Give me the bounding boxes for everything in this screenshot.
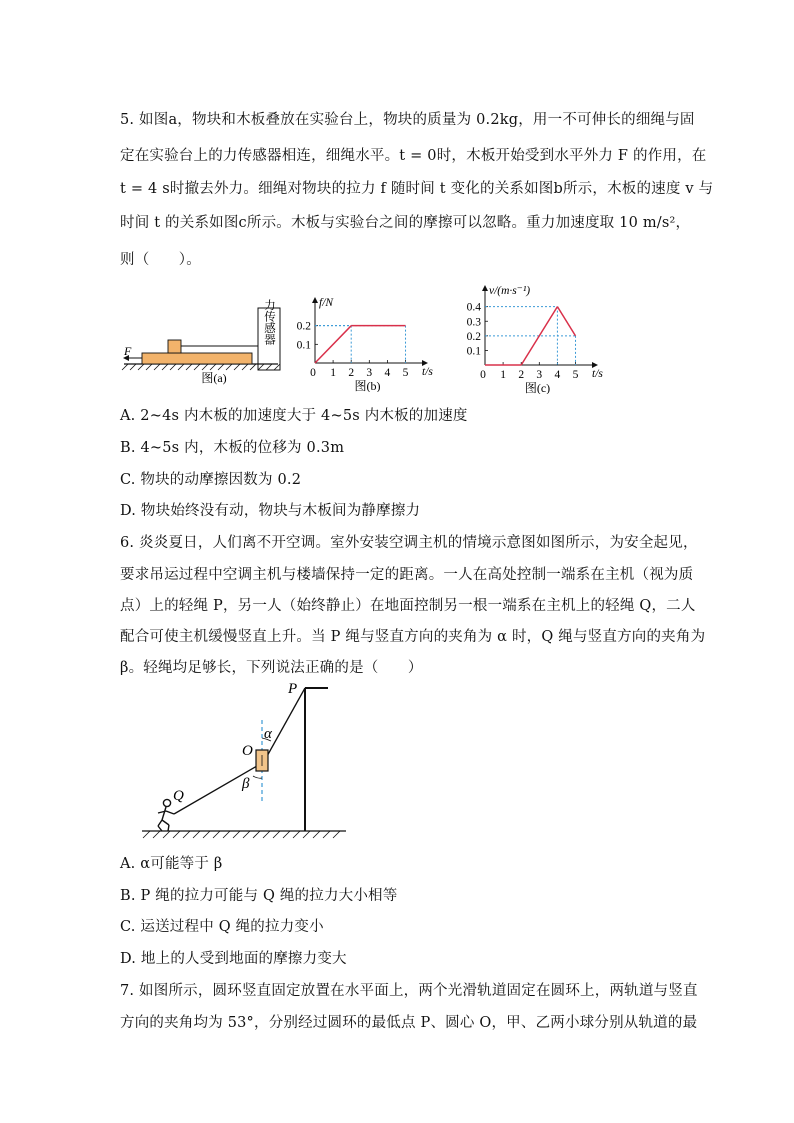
- q5-line-3: t = 4 s时撤去外力。细绳对物块的拉力 f 随时间 t 变化的关系如图b所示，木板的速度 v 与: [120, 181, 714, 197]
- x-tick-label: 1: [500, 369, 506, 381]
- angle-arc-beta: [253, 776, 262, 778]
- x-tick-label: 1: [330, 367, 336, 379]
- q5-line-5: 则（ ）。: [120, 252, 201, 268]
- q7-line-1: 7. 如图所示，圆环竖直固定放置在水平面上，两个光滑轨道固定在圆环上，两轨道与竖直: [120, 983, 698, 999]
- x-tick-label: 3: [536, 369, 543, 381]
- q5-line-2: 定在实验台上的力传感器相连，细绳水平。t = 0时，木板开始受到水平外力 F 的作用，在: [120, 148, 707, 164]
- q6-line-1: 6. 炎炎夏日，人们离不开空调。室外安装空调主机的情境示意图如图所示，为安全起见，: [120, 535, 698, 551]
- chart-caption: 图(c): [524, 381, 551, 394]
- figure-a: [118, 298, 288, 390]
- ground-hatch: [122, 364, 280, 370]
- x-tick-label: 5: [402, 367, 409, 379]
- series-segment: [557, 307, 575, 336]
- y-tick-label: 0.2: [466, 330, 481, 343]
- figure-b-chart: [288, 280, 438, 392]
- q6-option-a: A. α可能等于 β: [120, 856, 223, 872]
- y-axis-arrow: [312, 297, 318, 303]
- y-tick-label: 0.1: [296, 339, 311, 352]
- series-segment: [315, 326, 351, 363]
- q7-line-2: 方向的夹角均为 53°，分别经过圆环的最低点 P、圆心 O，甲、乙两小球分别从轨道的最: [120, 1015, 698, 1031]
- block: [168, 340, 181, 353]
- q6-option-c: C. 运送过程中 Q 绳的拉力变小: [120, 919, 324, 935]
- q6-option-d: D. 地上的人受到地面的摩擦力变大: [120, 951, 347, 967]
- q6-line-5: β。轻绳均足够长，下列说法正确的是（ ）: [120, 660, 423, 676]
- y-tick-label: 0.4: [466, 301, 481, 314]
- x-tick-label: 2: [518, 369, 525, 381]
- force-label: F: [124, 344, 132, 358]
- label-O: O: [242, 743, 253, 759]
- q5-option-b: B. 4~5s 内，木板的位移为 0.3m: [120, 440, 345, 456]
- y-axis-arrow: [482, 285, 488, 291]
- wooden-board: [142, 353, 252, 364]
- label-beta: β: [242, 776, 250, 792]
- x-tick-label: 3: [366, 367, 373, 379]
- x-tick-label: 2: [348, 367, 355, 379]
- y-axis-label: f/N: [319, 297, 334, 309]
- q5-option-a: A. 2~4s 内木板的加速度大于 4~5s 内木板的加速度: [120, 408, 468, 424]
- chart-caption: 图(b): [354, 379, 381, 392]
- figure-c-chart: [455, 270, 605, 394]
- person-icon: [158, 799, 174, 831]
- label-alpha: α: [264, 726, 272, 742]
- x-tick-label: 4: [554, 369, 561, 381]
- x-tick-label: 5: [572, 369, 579, 381]
- x-axis-label: t/s: [422, 366, 433, 378]
- q5-line-4: 时间 t 的关系如图c所示。木板与实验台之间的摩擦可以忽略。重力加速度取 10 m/s²，: [120, 215, 691, 231]
- x-tick-label: 4: [384, 367, 391, 379]
- q6-line-4: 配合可使主机缓慢竖直上升。当 P 绳与竖直方向的夹角为 α 时，Q 绳与竖直方向的夹角为: [120, 629, 706, 645]
- label-Q: Q: [173, 788, 184, 804]
- q5-line-1: 5. 如图a，物块和木板叠放在实验台上，物块的质量为 0.2kg，用一不可伸长的细绳与固: [120, 112, 695, 128]
- y-tick-label: 0.3: [466, 316, 481, 329]
- rope-P: [266, 688, 305, 758]
- y-axis-label: v/(m·s⁻¹): [489, 285, 531, 297]
- ground-hatch: [143, 831, 340, 838]
- label-P: P: [288, 681, 298, 697]
- y-tick-label: 0.2: [296, 320, 311, 333]
- q6-line-2: 要求吊运过程中空调主机与楼墙保持一定的距离。一人在高处控制一端系在主机（视为质: [120, 567, 694, 583]
- x-tick-label: 0: [310, 367, 316, 379]
- y-tick-label: 0.1: [466, 345, 481, 358]
- x-axis-label: t/s: [592, 368, 603, 380]
- caption-a: 图(a): [201, 371, 227, 385]
- figure-q6: [138, 678, 353, 848]
- q5-option-d: D. 物块始终没有动，物块与木板间为静摩擦力: [120, 503, 421, 519]
- sensor-label: 力传感器: [263, 299, 275, 345]
- q6-line-3: 点）上的轻绳 P，另一人（始终静止）在地面控制另一根一端系在主机上的轻绳 Q，二人: [120, 598, 696, 614]
- q5-option-c: C. 物块的动摩擦因数为 0.2: [120, 472, 302, 488]
- x-tick-label: 0: [480, 369, 486, 381]
- q6-option-b: B. P 绳的拉力可能与 Q 绳的拉力大小相等: [120, 888, 398, 904]
